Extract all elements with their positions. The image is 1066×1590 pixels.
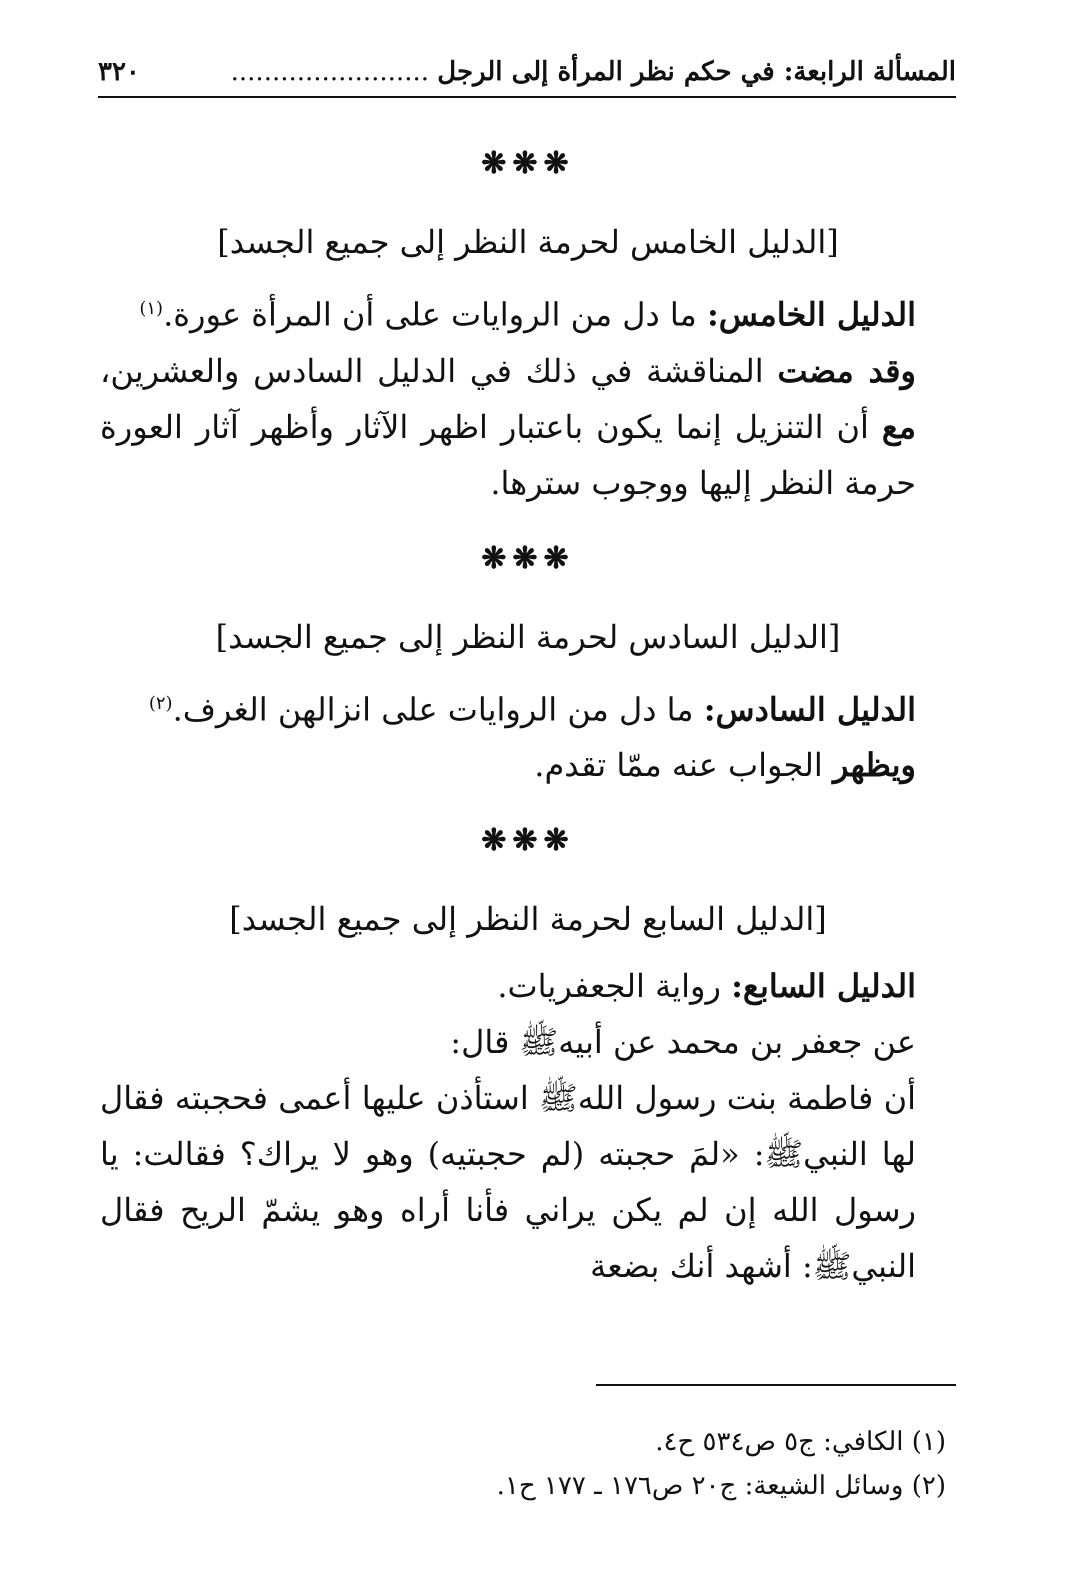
section-heading: [الدليل السابع لحرمة النظر إلى جميع الجسد]: [229, 900, 827, 939]
lead-term: الدليل السادس:: [703, 690, 916, 729]
paragraph: [100, 343, 956, 511]
paragraph: عن جعفر بن محمد عن أبيهﷺ قال:: [450, 1023, 916, 1062]
paragraph: أن فاطمة بنت رسول اللهﷺ استأذن عليها أعمى فحجبته فقال لها النبيﷺ: «لمَ حجبته (لم حجبتيه) وهو لا يراك؟ فقالت: يا رسول الله إن لم يكن يراني فأنا أراه وهو يشمّ الريح فقال النبيﷺ: أشهد أنك بضعة: [100, 1079, 917, 1286]
footnote-ref: (٢): [148, 692, 173, 714]
lead-term: الدليل السابع:: [731, 967, 916, 1006]
header-title: المسألة الرابعة: في حكم نظر المرأة إلى الرجل: [437, 57, 956, 87]
section-separator: ❋❋❋: [481, 146, 575, 181]
paragraph-text: رواية الجعفريات.: [497, 967, 732, 1006]
running-header: [98, 52, 956, 98]
paragraph: [100, 737, 956, 793]
header-dots: ........................: [230, 57, 429, 87]
paragraph: [100, 281, 956, 343]
paragraph-text: ما دل من الروايات على انزالهن الغرف.: [172, 690, 704, 729]
footnote-divider: [596, 1384, 956, 1386]
section-separator: ❋❋❋: [481, 540, 575, 576]
lead-term: مع: [881, 407, 916, 446]
footnote: (١) الكافي: ج٥ ص٥٣٤ ح٤.: [655, 1427, 946, 1457]
footnote-ref: (١): [139, 298, 164, 319]
lead-term: الدليل الخامس:: [706, 295, 916, 334]
paragraph-text: ما دل من الروايات على أن المرأة عورة.: [163, 295, 707, 334]
section-separator: ❋❋❋: [481, 823, 575, 859]
lead-term: ويظهر: [832, 746, 916, 785]
section-heading: [الدليل الخامس لحرمة النظر إلى جميع الجسد]: [217, 223, 839, 261]
page-body: [100, 130, 956, 1294]
paragraph-text: أن التنزيل إنما يكون باعتبار اظهر الآثار وأظهر آثار العورة حرمة النظر إليها ووجوب سترها.: [100, 407, 916, 502]
paragraph-text: الجواب عنه ممّا تقدم.: [534, 746, 833, 785]
footnote: (٢) وسائل الشيعة: ج٢٠ ص١٧٦ ـ ١٧٧ ح١.: [496, 1471, 946, 1501]
paragraph: [100, 676, 956, 738]
page-number: ٣٢٠: [98, 57, 140, 87]
section-heading: [الدليل السادس لحرمة النظر إلى جميع الجسد]: [215, 617, 841, 656]
paragraph-text: المناقشة في ذلك في الدليل السادس والعشرين،: [100, 351, 778, 390]
paragraph: [100, 958, 956, 1014]
footnotes: [100, 1420, 956, 1508]
lead-term: وقد مضت: [777, 351, 917, 390]
